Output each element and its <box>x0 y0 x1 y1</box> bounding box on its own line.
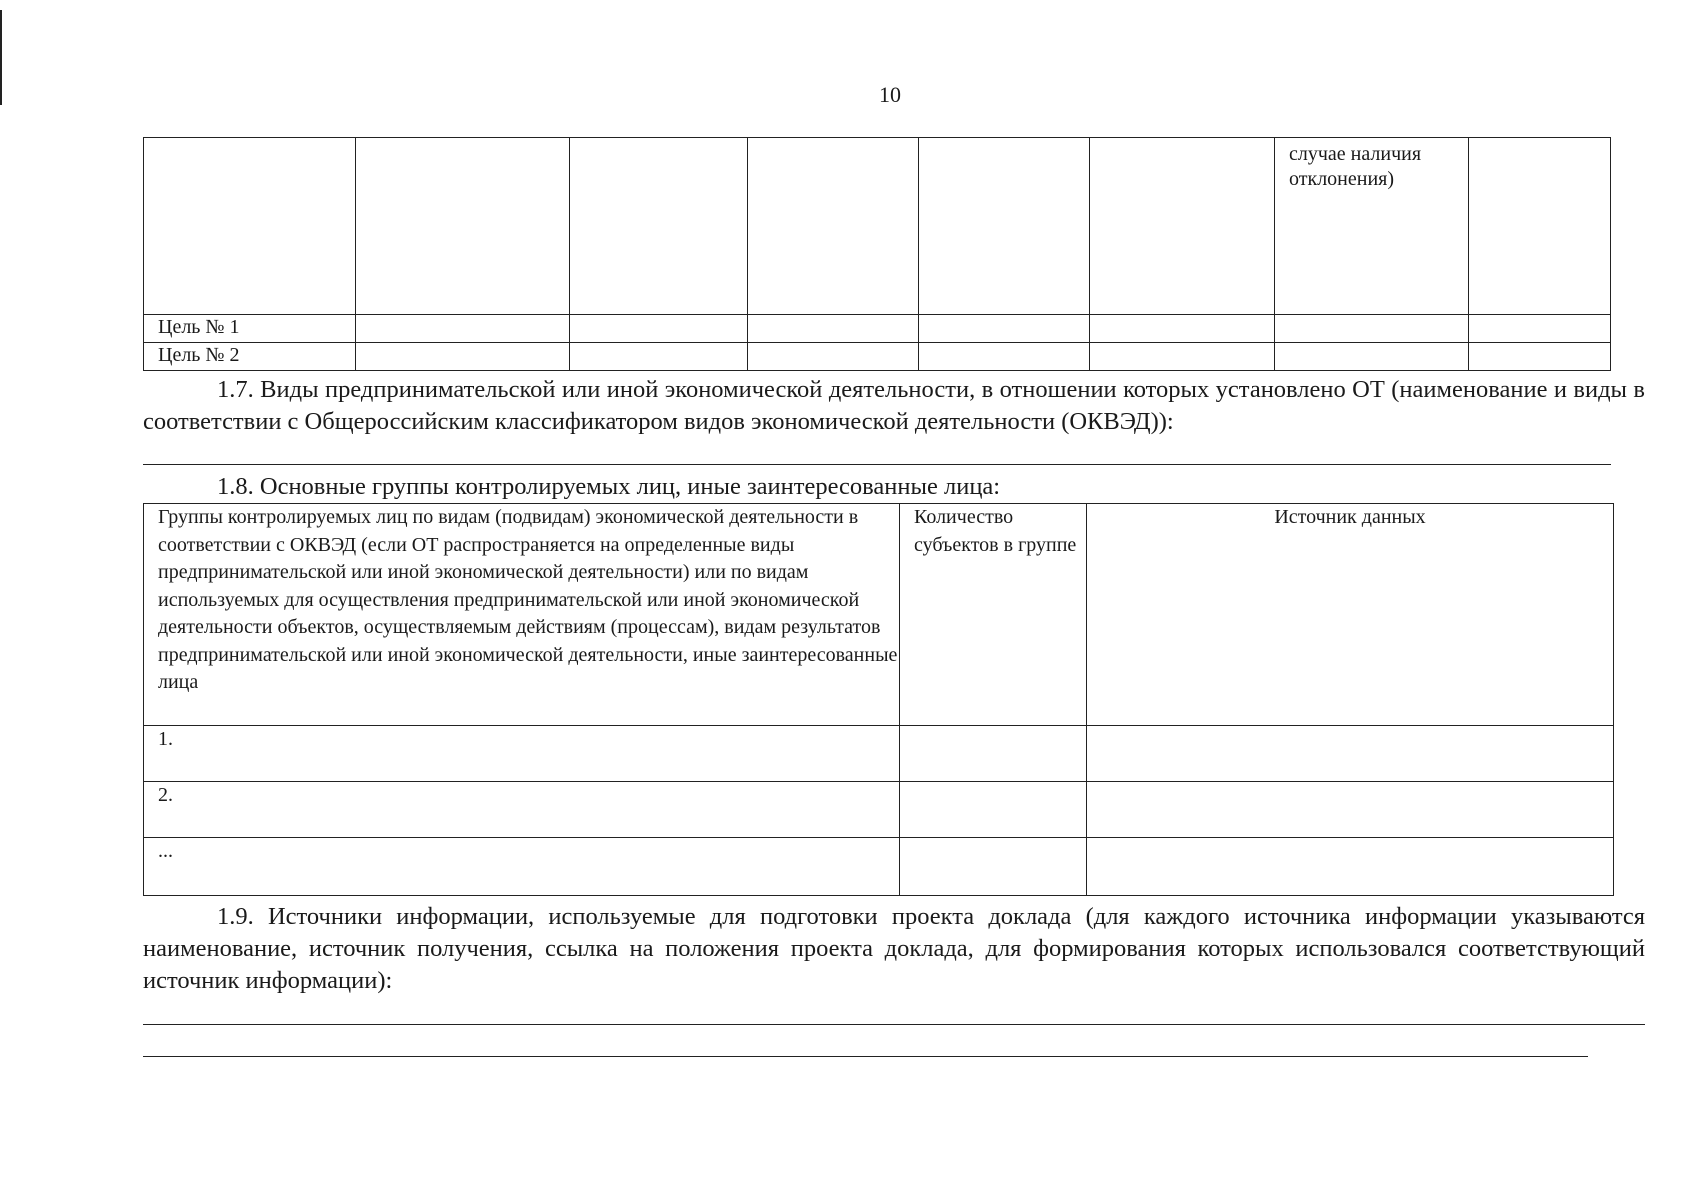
column-header-source: Источник данных <box>1087 504 1614 726</box>
table-cell <box>570 343 748 371</box>
column-header-count: Количество субъектов в группе <box>900 504 1087 726</box>
table-cell <box>919 138 1090 315</box>
table-cell <box>900 782 1087 838</box>
header-continuation-text: случае наличия отклонения) <box>1275 138 1469 315</box>
table-cell <box>748 315 919 343</box>
table-cell <box>1087 782 1614 838</box>
table-row <box>144 782 1614 838</box>
table-row <box>144 343 1611 371</box>
table-cell <box>356 343 570 371</box>
row-label-2: 2. <box>144 782 900 838</box>
section-1-7-text: 1.7. Виды предпринимательской или иной экономической деятельности, в отношении которых установлено ОТ (наименование и виды в соответствии с Общероссийским классификатором видов экономической деятельности (ОКВЭД)): <box>143 376 1645 435</box>
section-1-9-text: 1.9. Источники информации, используемые для подготовки проекта доклада (для каждого источника информации указываются наименование, источник получения, ссылка на положения проекта доклада, для формирования которых использовался соответствующий источник информации): <box>143 903 1645 994</box>
table-cell <box>144 138 356 315</box>
table-header-row <box>144 504 1614 726</box>
table-cell <box>1275 343 1469 371</box>
section-1-8-heading <box>143 471 1613 503</box>
table-cell <box>1087 838 1614 896</box>
fill-in-line <box>143 1024 1645 1025</box>
column-header-groups: Группы контролируемых лиц по видам (подвидам) экономической деятельности в соответствии с ОКВЭД (если ОТ распространяется на определенные виды предпринимательской или иной экономической деятельности) или по видам используемых для осуществления предпринимательской или иной экономической деятельности объектов, осуществляемым действиям (процессам), видам результатов предпринимательской или иной экономической деятельности, иные заинтересованные лица <box>144 504 900 726</box>
goal-label-1: Цель № 1 <box>144 315 356 343</box>
section-1-8-heading-text: 1.8. Основные группы контролируемых лиц, иные заинтересованные лица: <box>217 473 1001 500</box>
table-row <box>144 726 1614 782</box>
table-cell <box>1469 315 1611 343</box>
fill-in-line <box>143 464 1611 465</box>
goal-label-2: Цель № 2 <box>144 343 356 371</box>
section-1-9 <box>143 901 1645 997</box>
table-cell <box>919 343 1090 371</box>
table-cell <box>570 138 748 315</box>
section-1-7 <box>143 374 1645 438</box>
row-label-1: 1. <box>144 726 900 782</box>
table-cell <box>748 343 919 371</box>
table-cell <box>919 315 1090 343</box>
table-row <box>144 315 1611 343</box>
table-cell <box>356 315 570 343</box>
table-cell <box>1087 726 1614 782</box>
table-cell <box>1090 343 1275 371</box>
controlled-groups-table <box>143 503 1614 896</box>
table-cell <box>1275 315 1469 343</box>
table-cell <box>748 138 919 315</box>
row-label-ellipsis: ... <box>144 838 900 896</box>
table-cell <box>900 838 1087 896</box>
table-cell <box>900 726 1087 782</box>
goals-table <box>143 137 1611 371</box>
table-cell <box>570 315 748 343</box>
table-cell <box>1469 343 1611 371</box>
table-cell <box>1469 138 1611 315</box>
table-row <box>144 138 1611 315</box>
page-number: 10 <box>879 82 901 107</box>
table-cell <box>1090 315 1275 343</box>
fill-in-line <box>143 1056 1588 1057</box>
table-cell <box>356 138 570 315</box>
table-row <box>144 838 1614 896</box>
table-cell <box>1090 138 1275 315</box>
